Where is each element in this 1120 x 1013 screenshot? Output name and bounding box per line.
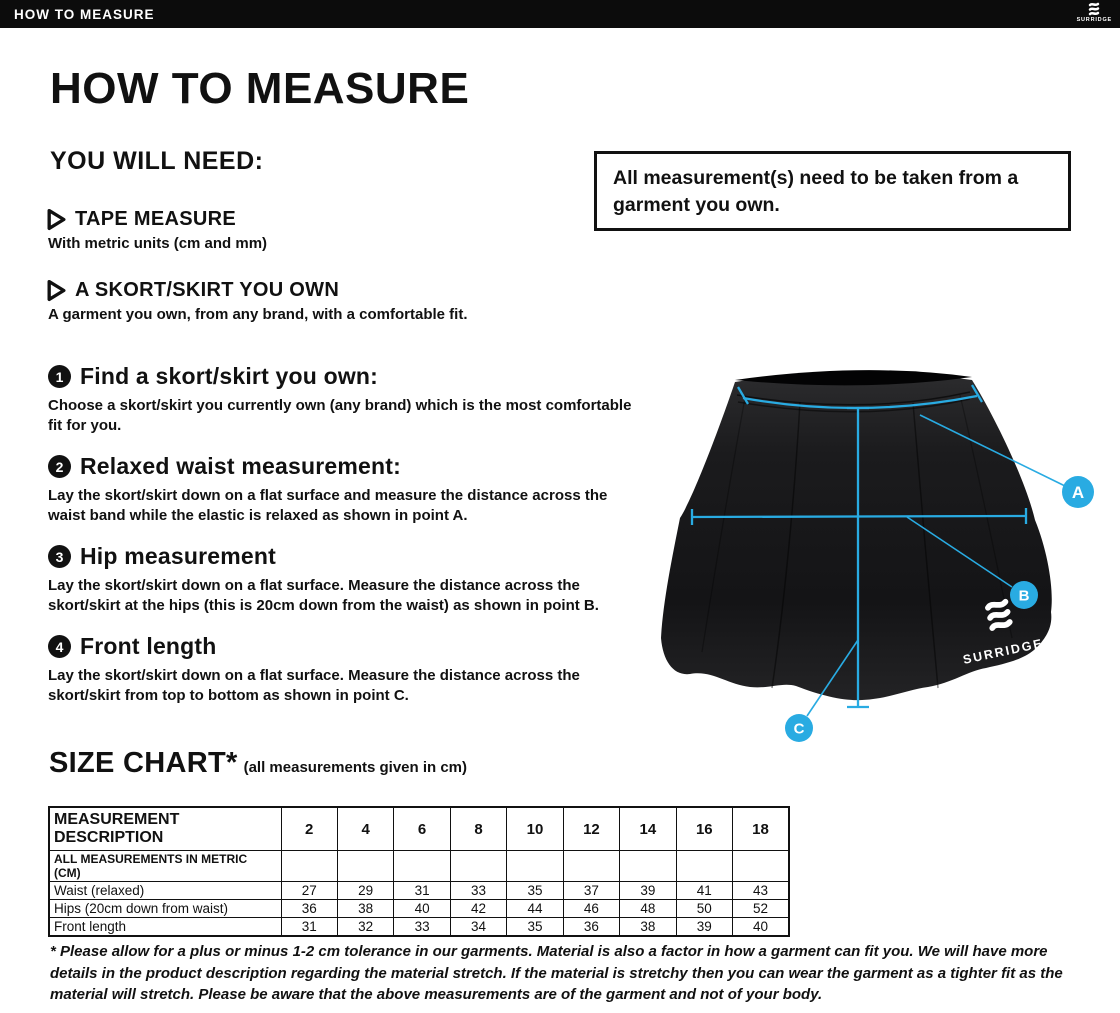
size-value-cell: 35: [507, 918, 563, 937]
metric-note: ALL MEASUREMENTS IN METRIC (CM): [49, 851, 281, 882]
garment-logo-text: SURRIDGE: [961, 636, 1045, 667]
size-col-header: 12: [563, 807, 619, 851]
need-item-description: A garment you own, from any brand, with a comfortable fit.: [48, 306, 468, 323]
table-row-waist: [49, 882, 789, 900]
tolerance-footnote: * Please allow for a plus or minus 1-2 cm tolerance in our garments. Material is also a factor in how a garment can fit you. We will have more details in the product description regarding the material stretch. If the material is stretchy then you can wear the garment as a tighter fit as the material will stretch. Please be aware that the above measurements are of the garment and not of your body.: [50, 943, 1063, 1003]
row-label: Waist (relaxed): [49, 882, 281, 900]
size-value-cell: 31: [394, 882, 450, 900]
notice-box: [594, 151, 1071, 231]
size-col-header: 6: [394, 807, 450, 851]
step-number-badge: 4: [48, 635, 71, 658]
triangle-bullet-icon: [46, 279, 67, 302]
surridge-logo: [1077, 2, 1112, 24]
size-value-cell: 40: [394, 900, 450, 918]
table-row-front-length: [49, 918, 789, 937]
size-chart-title: SIZE CHART*: [49, 747, 238, 779]
need-item-tape-measure: [46, 208, 606, 252]
marker-a-label: A: [1071, 483, 1085, 502]
step-title: Relaxed waist measurement:: [80, 453, 401, 479]
surridge-s-icon: [1086, 2, 1102, 17]
empty-cell: [733, 851, 790, 882]
size-value-cell: 46: [563, 900, 619, 918]
top-bar-title: HOW TO MEASURE: [14, 6, 155, 22]
empty-cell: [337, 851, 393, 882]
size-chart-subtitle: (all measurements given in cm): [243, 759, 468, 776]
size-chart-heading: [49, 747, 467, 780]
top-bar: [0, 0, 1120, 28]
size-col-header: 18: [733, 807, 790, 851]
triangle-bullet-icon: [46, 208, 67, 231]
size-value-cell: 36: [563, 918, 619, 937]
size-value-cell: 33: [450, 882, 506, 900]
step-3: [48, 543, 644, 615]
step-title: Find a skort/skirt you own:: [80, 363, 379, 389]
size-value-cell: 32: [337, 918, 393, 937]
surridge-logo-text: SURRIDGE: [1076, 17, 1112, 23]
skort-diagram-svg: [630, 340, 1120, 760]
size-col-header: 4: [337, 807, 393, 851]
empty-cell: [450, 851, 506, 882]
size-value-cell: 44: [507, 900, 563, 918]
size-value-cell: 34: [450, 918, 506, 937]
size-col-header: 14: [620, 807, 676, 851]
marker-b-label: B: [1018, 587, 1030, 605]
step-number-badge: 2: [48, 455, 71, 478]
size-col-header: 16: [676, 807, 732, 851]
size-value-cell: 38: [620, 918, 676, 937]
step-number-badge: 3: [48, 545, 71, 568]
step-description: Lay the skort/skirt down on a flat surface and measure the distance across the waist band while the elastic is relaxed as shown in point A.: [48, 487, 608, 524]
need-item-label: TAPE MEASURE: [75, 208, 237, 230]
step-1: [48, 363, 644, 435]
metric-note-row: [49, 851, 789, 882]
step-title: Hip measurement: [80, 543, 277, 569]
hip-measure-line: [692, 516, 1026, 517]
table-row-hips: [49, 900, 789, 918]
step-4: [48, 633, 644, 705]
step-description: Choose a skort/skirt you currently own (any brand) which is the most comfortable fit for you.: [48, 397, 632, 434]
step-title: Front length: [80, 633, 217, 659]
size-value-cell: 38: [337, 900, 393, 918]
size-value-cell: 39: [620, 882, 676, 900]
marker-c-label: C: [793, 720, 805, 738]
page-title: HOW TO MEASURE: [50, 64, 470, 113]
size-value-cell: 42: [450, 900, 506, 918]
empty-cell: [507, 851, 563, 882]
size-value-cell: 50: [676, 900, 732, 918]
size-col-header: 2: [281, 807, 337, 851]
empty-cell: [394, 851, 450, 882]
empty-cell: [563, 851, 619, 882]
size-col-header: 8: [450, 807, 506, 851]
empty-cell: [281, 851, 337, 882]
size-value-cell: 48: [620, 900, 676, 918]
size-value-cell: 43: [733, 882, 790, 900]
notice-text: All measurement(s) need to be taken from a garment you own.: [613, 167, 1019, 216]
step-number-badge: 1: [48, 365, 71, 388]
skort-measurement-diagram: [630, 340, 1120, 760]
size-value-cell: 40: [733, 918, 790, 937]
size-col-header: 10: [507, 807, 563, 851]
size-value-cell: 31: [281, 918, 337, 937]
size-chart-table: [48, 806, 790, 937]
need-item-label: A SKORT/SKIRT YOU OWN: [75, 279, 340, 301]
step-2: [48, 453, 644, 525]
size-value-cell: 36: [281, 900, 337, 918]
size-value-cell: 35: [507, 882, 563, 900]
need-item-description: With metric units (cm and mm): [48, 235, 268, 252]
size-value-cell: 37: [563, 882, 619, 900]
row-label: Front length: [49, 918, 281, 937]
step-description: Lay the skort/skirt down on a flat surface. Measure the distance across the skort/skirt from top to bottom as shown in point C.: [48, 667, 580, 704]
empty-cell: [620, 851, 676, 882]
need-item-skort-skirt: [46, 279, 606, 323]
size-value-cell: 41: [676, 882, 732, 900]
empty-cell: [676, 851, 732, 882]
size-value-cell: 29: [337, 882, 393, 900]
size-value-cell: 39: [676, 918, 732, 937]
step-description: Lay the skort/skirt down on a flat surface. Measure the distance across the skort/skirt at the hips (this is 20cm down from the waist) as shown in point B.: [48, 577, 599, 614]
table-header-row: [49, 807, 789, 851]
description-header: MEASUREMENT DESCRIPTION: [49, 807, 281, 851]
size-value-cell: 52: [733, 900, 790, 918]
size-value-cell: 33: [394, 918, 450, 937]
size-value-cell: 27: [281, 882, 337, 900]
you-will-need-heading: YOU WILL NEED:: [50, 147, 264, 175]
row-label: Hips (20cm down from waist): [49, 900, 281, 918]
